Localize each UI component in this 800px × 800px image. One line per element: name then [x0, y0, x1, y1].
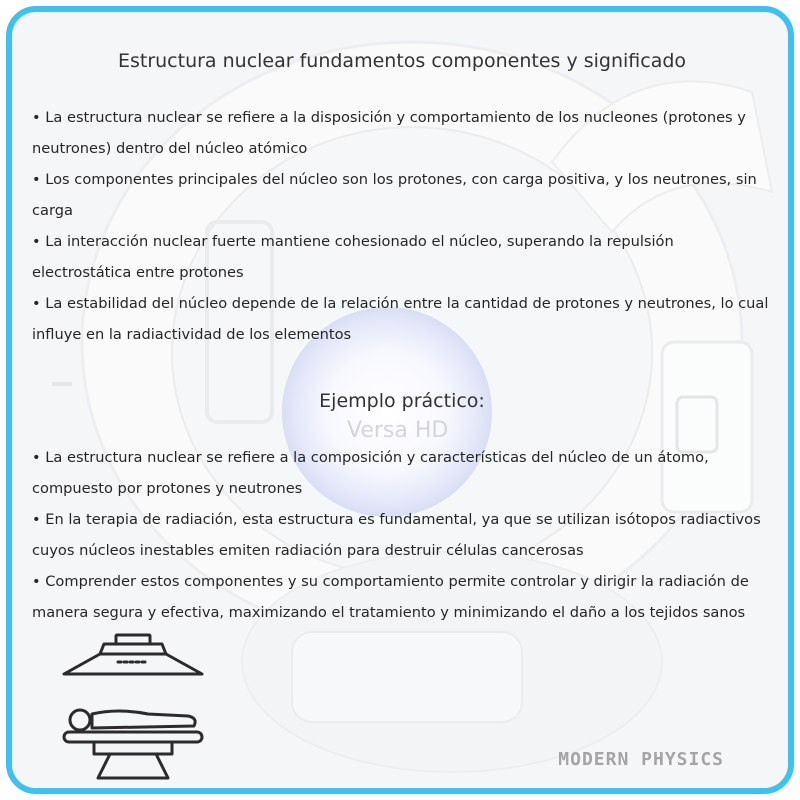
- content: [32, 12, 772, 628]
- card-frame: [6, 6, 794, 794]
- list-item: • La estructura nuclear se refiere a la composición y características del núcleo de un átomo, compuesto por protones y neutrones: [32, 449, 709, 497]
- radiotherapy-machine-icon: [58, 632, 208, 782]
- list-item: • En la terapia de radiación, esta estructura es fundamental, ya que se utilizan isótopos radiactivos cuyos núcleos inestables emiten radiación para destruir células cancerosas: [32, 511, 761, 559]
- list-item: • Comprender estos componentes y su comportamiento permite controlar y dirigir la radiación de manera segura y efectiva, maximizando el tratamiento y minimizando el daño a los tejidos sanos: [32, 573, 749, 621]
- list-item: • La estabilidad del núcleo depende de la relación entre la cantidad de protones y neutrones, lo cual influye en la radiactividad de los elementos: [32, 295, 769, 343]
- list-item: • Los componentes principales del núcleo son los protones, con carga positiva, y los neutrones, sin carga: [32, 171, 757, 219]
- brand-watermark: MODERN PHYSICS: [558, 749, 724, 770]
- main-bullet-list: [32, 102, 772, 350]
- page-title: Estructura nuclear fundamentos componentes y significado: [117, 50, 687, 72]
- list-item: • La interacción nuclear fuerte mantiene cohesionado el núcleo, superando la repulsión electrostática entre protones: [32, 233, 674, 281]
- example-bullet-list: [32, 442, 772, 628]
- list-item: • La estructura nuclear se refiere a la disposición y comportamiento de los nucleones (protones y neutrones) dentro del núcleo atómico: [32, 109, 746, 157]
- example-heading: Ejemplo práctico:: [319, 390, 485, 412]
